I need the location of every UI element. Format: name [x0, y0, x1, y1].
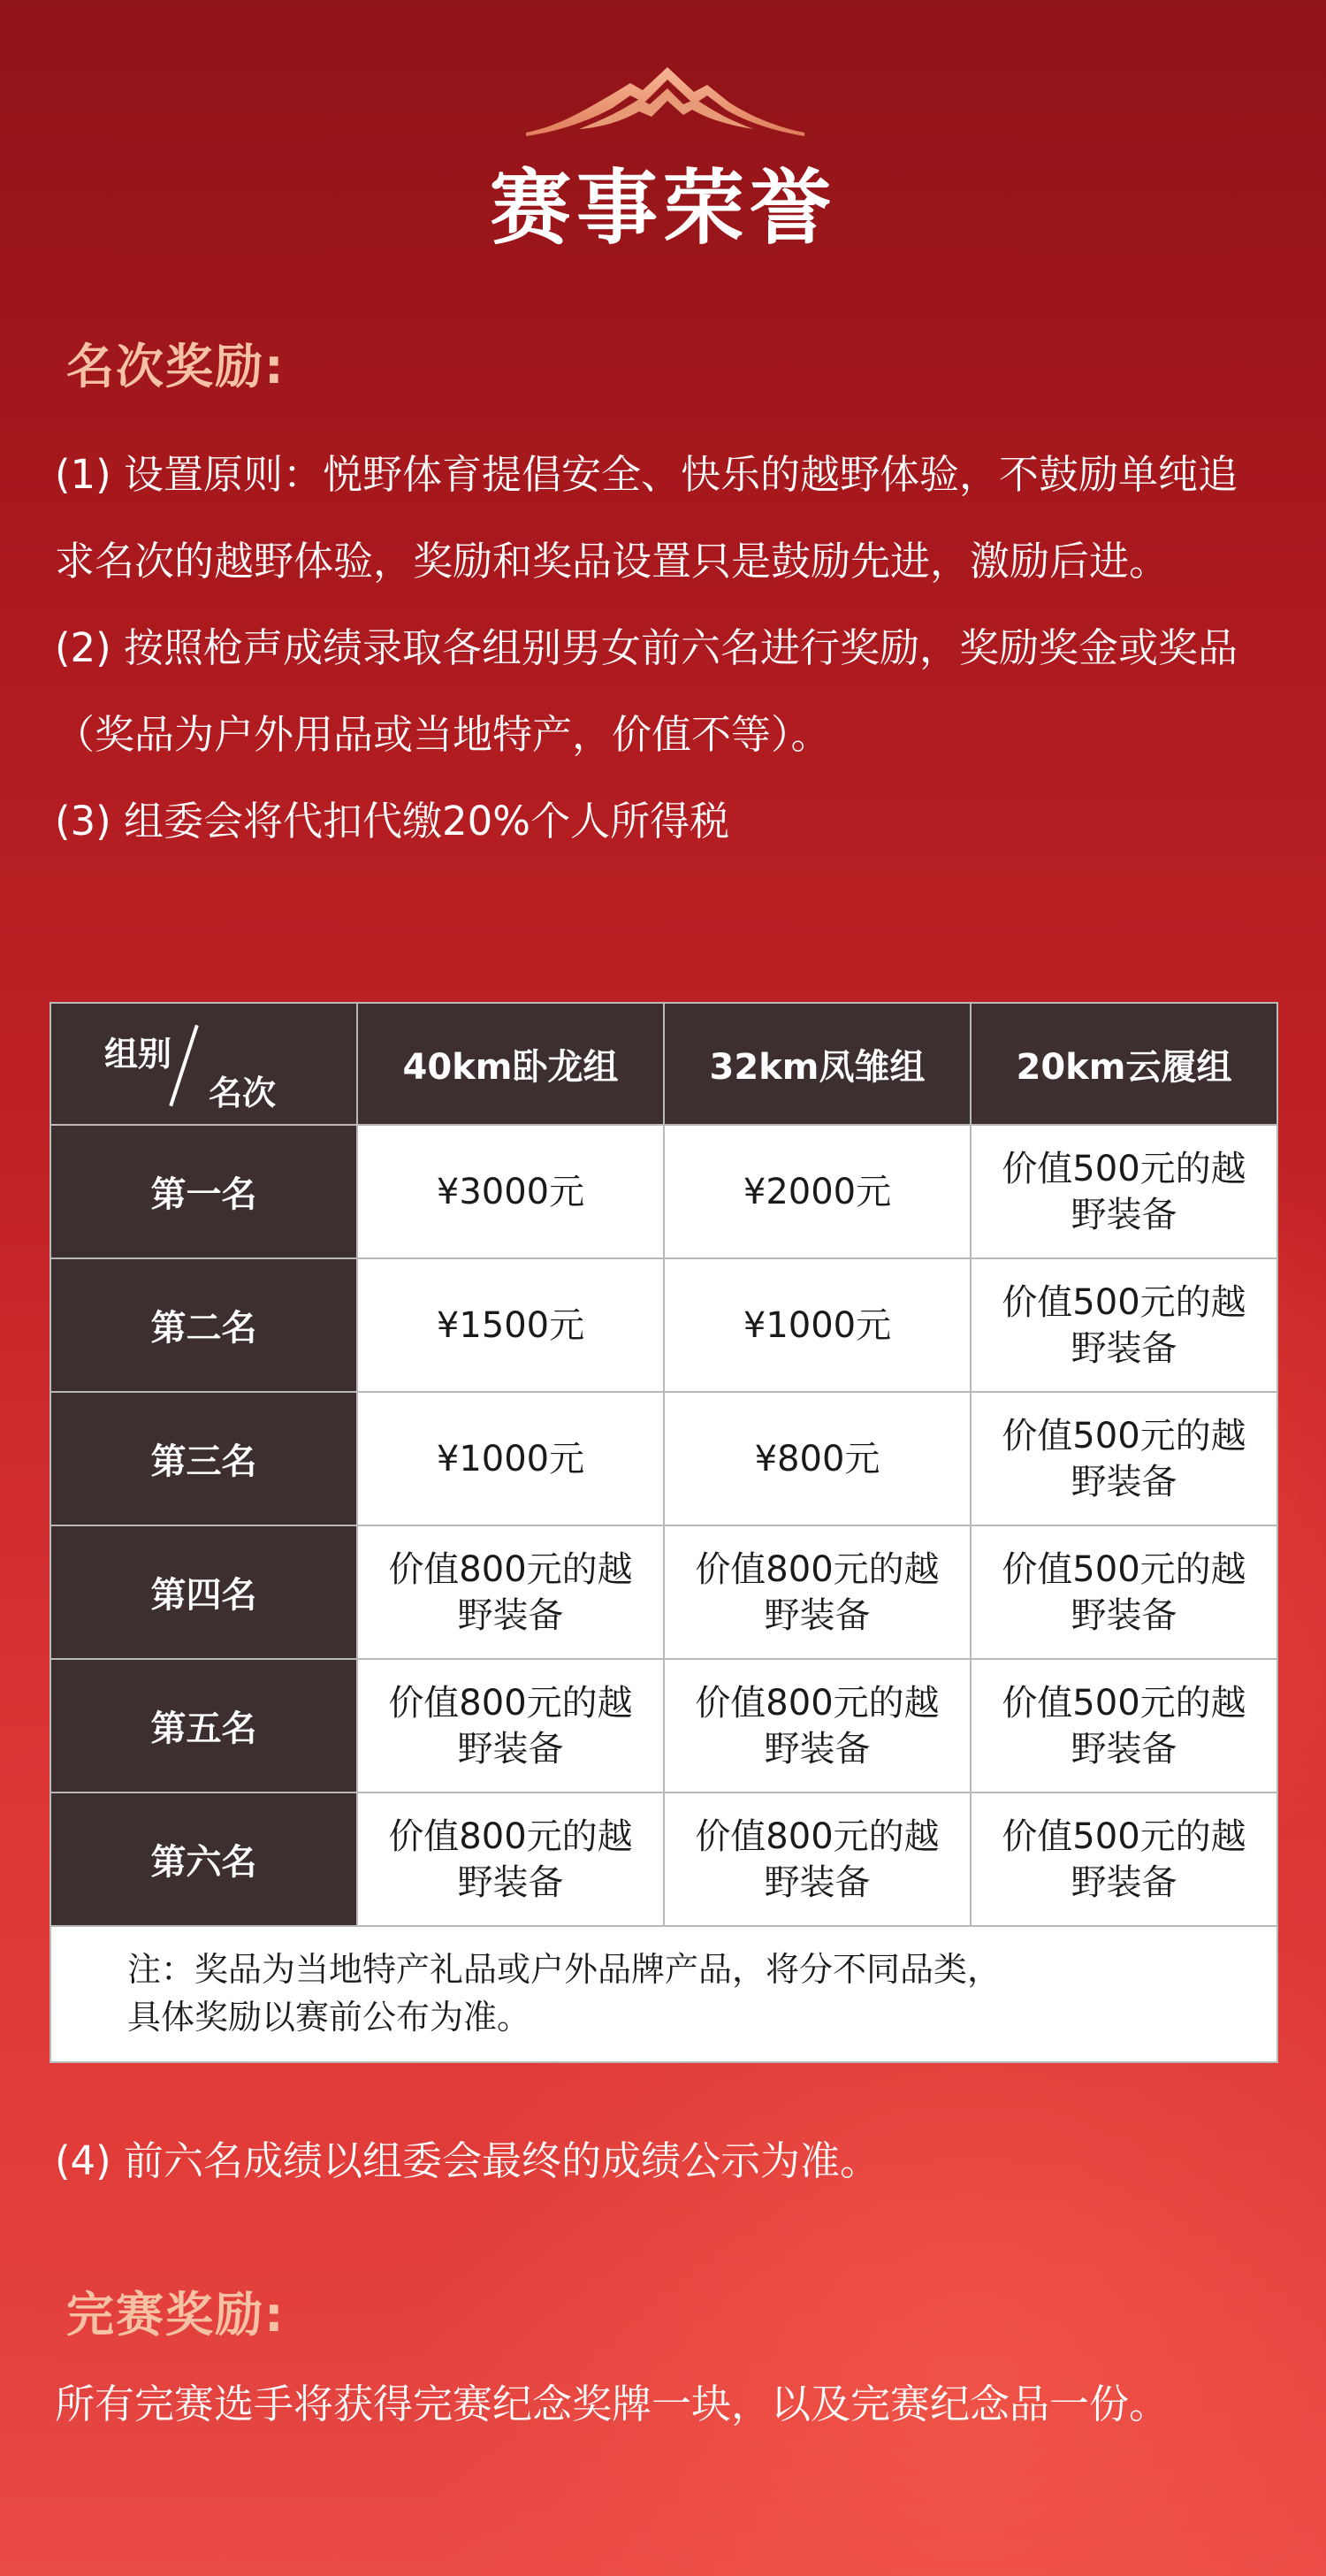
- prize-cell: 价值500元的越野装备: [971, 1792, 1277, 1926]
- column-header-20km: 20km云履组: [971, 1003, 1277, 1125]
- table-row: [50, 1392, 1277, 1525]
- corner-divider: [169, 1025, 198, 1107]
- rank-label: 第四名: [50, 1525, 357, 1659]
- table-note: [50, 1926, 1277, 2062]
- prize-cell: ¥1000元: [357, 1392, 664, 1525]
- rank-label: 第五名: [50, 1659, 357, 1792]
- prize-cell: ¥1500元: [357, 1258, 664, 1392]
- prize-table: [50, 1002, 1278, 2063]
- prize-cell: 价值500元的越野装备: [971, 1525, 1277, 1659]
- prize-cell: 价值800元的越野装备: [664, 1792, 971, 1926]
- finish-reward-text: 所有完赛选手将获得完赛纪念奖牌一块，以及完赛纪念品一份。: [55, 2381, 1170, 2427]
- prize-cell: ¥800元: [664, 1392, 971, 1525]
- rule-3: (3) 组委会将代扣代缴20%个人所得税: [55, 798, 730, 845]
- prize-cell: ¥3000元: [357, 1125, 664, 1258]
- table-note-line-2: 具体奖励以赛前公布为准。: [127, 1998, 531, 2037]
- rank-label: 第三名: [50, 1392, 357, 1525]
- rank-label: 第二名: [50, 1258, 357, 1392]
- rule-2: (2) 按照枪声成绩录取各组别男女前六名进行奖励，奖励奖金或奖品（奖品为户外用品或当地特产，价值不等）。: [55, 624, 1238, 758]
- table-note-row: [50, 1926, 1277, 2062]
- rank-label: 第六名: [50, 1792, 357, 1926]
- corner-rank-label: 名次: [209, 1074, 277, 1112]
- table-corner-cell: [50, 1003, 357, 1125]
- prize-cell: 价值800元的越野装备: [664, 1525, 971, 1659]
- rank-label: 第一名: [50, 1125, 357, 1258]
- prize-cell: 价值500元的越野装备: [971, 1258, 1277, 1392]
- table-row: [50, 1659, 1277, 1792]
- column-header-32km: 32km凤雏组: [664, 1003, 971, 1125]
- prize-cell: ¥2000元: [664, 1125, 971, 1258]
- ranking-final-note: [55, 2118, 1275, 2205]
- prize-cell: 价值800元的越野装备: [357, 1525, 664, 1659]
- prize-cell: 价值800元的越野装备: [357, 1659, 664, 1792]
- prize-cell: 价值800元的越野装备: [357, 1792, 664, 1926]
- table-row: [50, 1792, 1277, 1926]
- prize-cell: 价值500元的越野装备: [971, 1392, 1277, 1525]
- table-header-row: [50, 1003, 1277, 1125]
- page-title: 赛事荣誉: [489, 161, 836, 256]
- mountain-logo-icon: [526, 60, 804, 140]
- corner-group-label: 组别: [104, 1035, 172, 1074]
- table-row: [50, 1125, 1277, 1258]
- prize-cell: 价值500元的越野装备: [971, 1125, 1277, 1258]
- table-note-line-1: 注：奖品为当地特产礼品或户外品牌产品，将分不同品类，: [127, 1950, 1002, 1989]
- finish-text: [55, 2361, 1275, 2448]
- column-header-40km: 40km卧龙组: [357, 1003, 664, 1125]
- ranking-heading: 名次奖励:: [66, 339, 286, 394]
- prize-cell: ¥1000元: [664, 1258, 971, 1392]
- rule-1: (1) 设置原则：悦野体育提倡安全、快乐的越野体验，不鼓励单纯追求名次的越野体验，奖励和奖品设置只是鼓励先进，激励后进。: [55, 451, 1238, 585]
- table-row: [50, 1525, 1277, 1659]
- rule-4: (4) 前六名成绩以组委会最终的成绩公示为准。: [55, 2137, 880, 2184]
- prize-cell: 价值800元的越野装备: [664, 1659, 971, 1792]
- prize-cell: 价值500元的越野装备: [971, 1659, 1277, 1792]
- table-row: [50, 1258, 1277, 1392]
- finish-heading: 完赛奖励:: [66, 2287, 286, 2343]
- ranking-rules: [55, 432, 1275, 865]
